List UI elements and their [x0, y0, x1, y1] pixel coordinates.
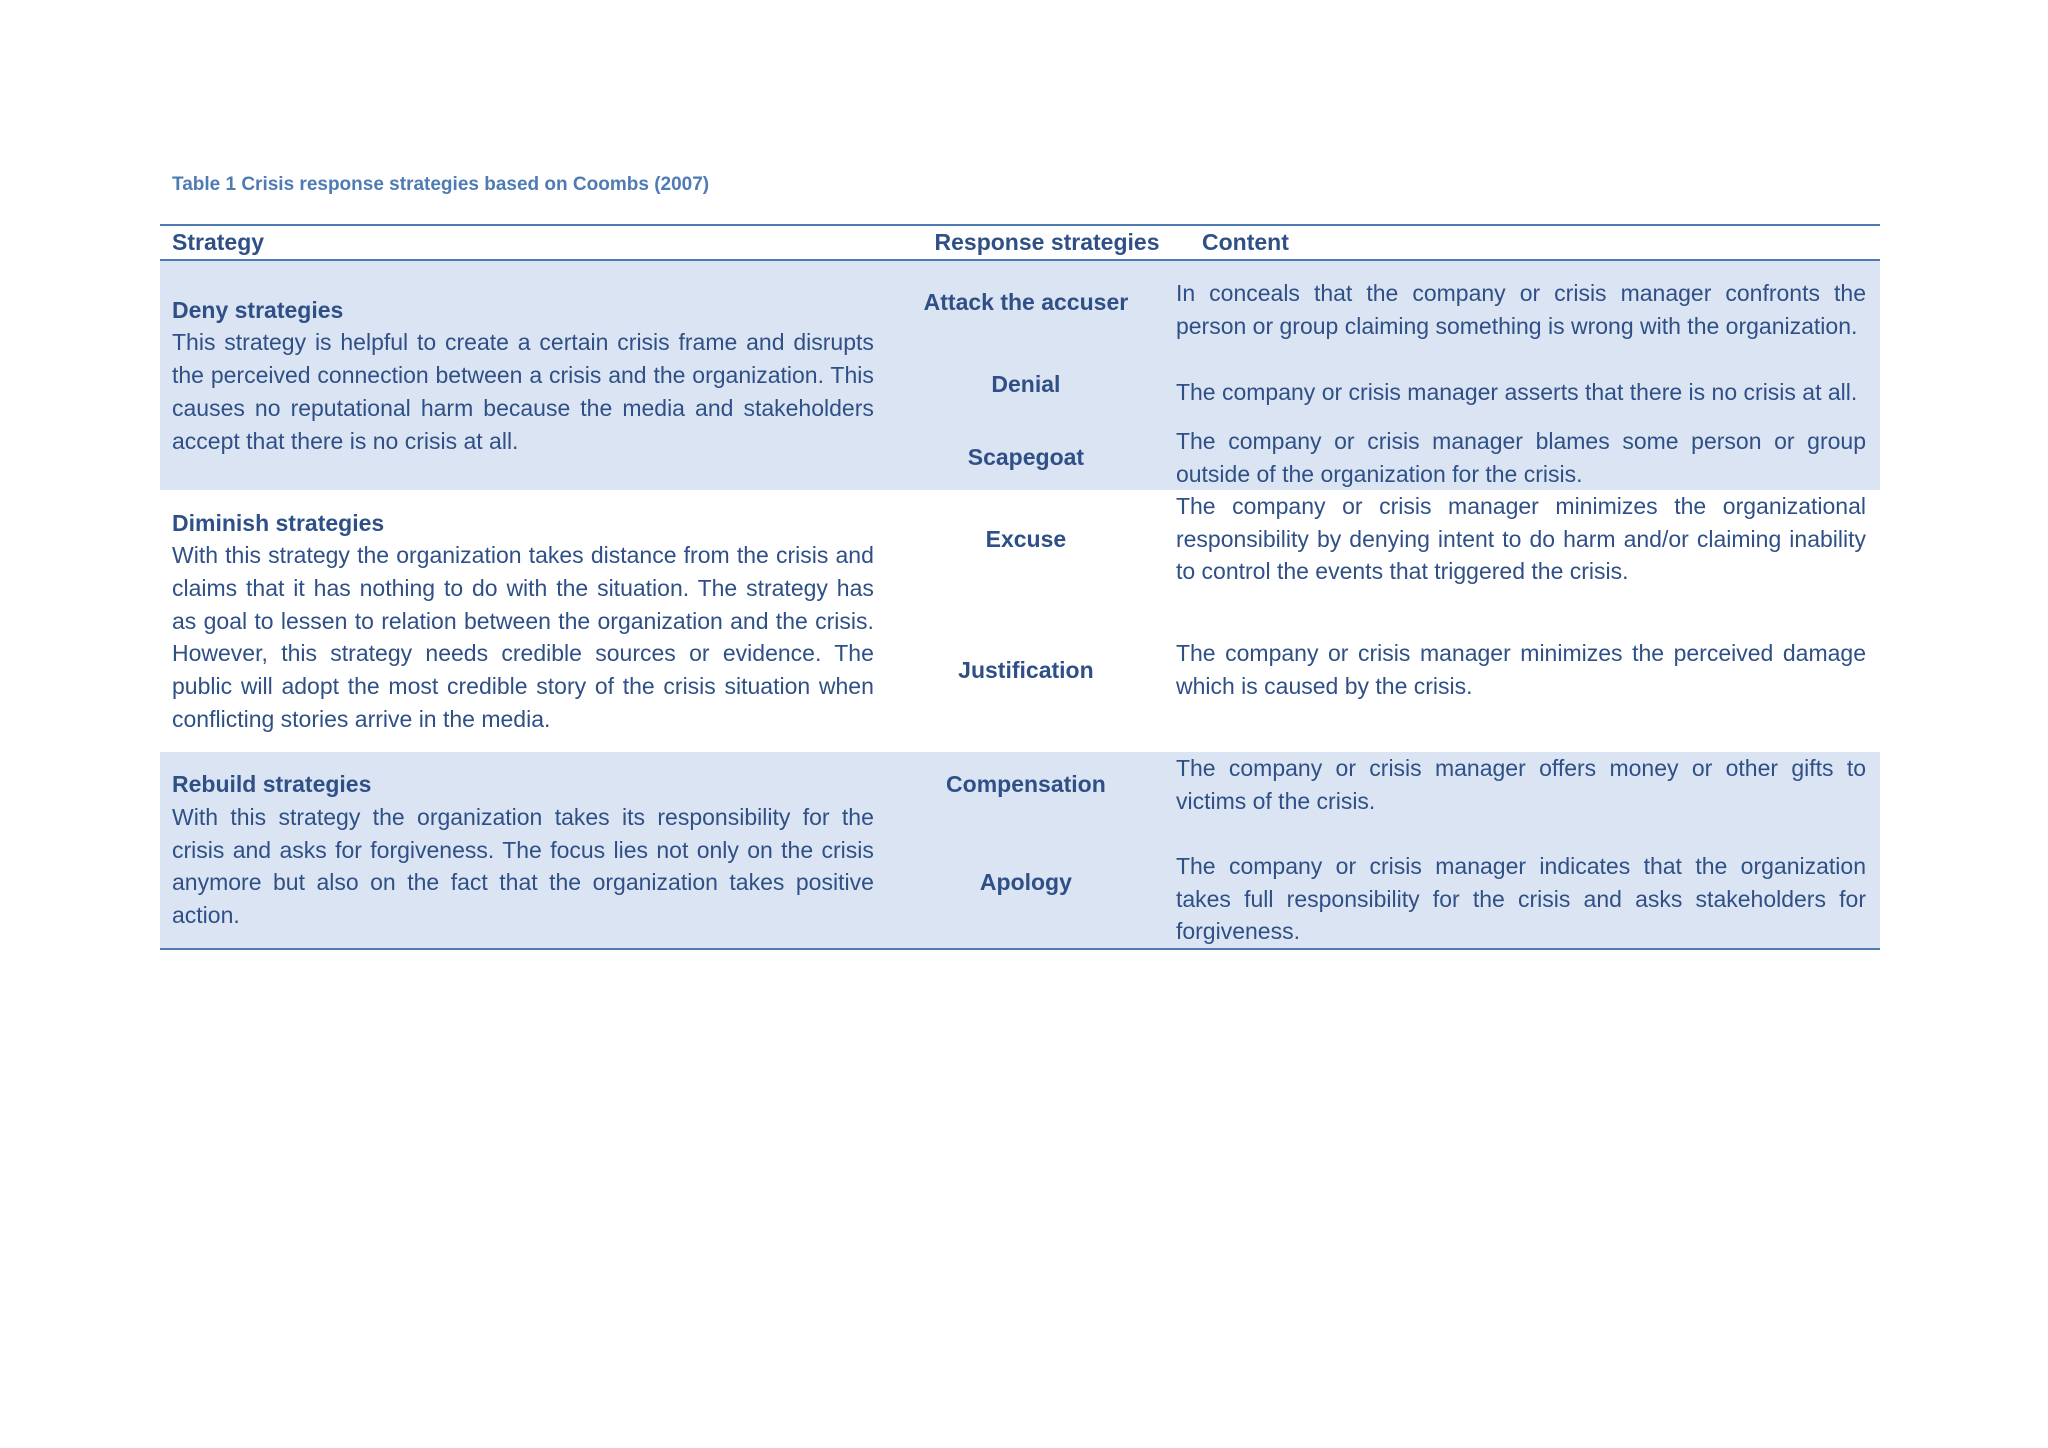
group-deny — [160, 261, 1880, 490]
response-cell: Denial — [991, 370, 1061, 397]
response-cell: Scapegoat — [967, 444, 1085, 470]
content-cell — [1176, 261, 1866, 359]
content-cell — [1176, 359, 1866, 425]
content-column — [1162, 261, 1880, 490]
table-caption: Table 1 Crisis response strategies based on Coombs (2007) — [172, 174, 710, 195]
strategy-title: Deny strategies — [172, 296, 344, 323]
response-column — [890, 261, 1162, 490]
content-cell — [1176, 490, 1866, 588]
content-text: In conceals that the company or crisis manager confronts the person or group claiming something is wrong with the organization. — [1175, 280, 1866, 339]
table-header-row — [160, 226, 1880, 261]
strategy-cell — [160, 752, 890, 948]
response-column — [890, 490, 1162, 752]
strategy-description: With this strategy the organization takes distance from the crisis and claims that it has nothing to do with the situation. The strategy has as goal to lessen to relation between the organization and the crisis. However, this strategy needs credible sources or evidence. The public will adopt the most credible story of the crisis situation when conflicting stories arrive in the media. — [172, 542, 874, 732]
response-cell: Justification — [958, 656, 1094, 683]
content-cell — [1176, 425, 1866, 490]
crisis-strategies-table — [160, 224, 1880, 950]
response-cell: Compensation — [946, 771, 1106, 797]
strategy-cell — [160, 490, 890, 752]
content-cell — [1176, 588, 1866, 752]
strategy-cell — [160, 261, 890, 490]
content-cell — [1176, 817, 1866, 948]
content-text: The company or crisis manager offers money or other gifts to victims of the crisis. — [1175, 754, 1866, 814]
response-cell: Excuse — [985, 525, 1067, 552]
group-diminish — [160, 490, 1880, 752]
strategy-title: Diminish strategies — [172, 509, 385, 536]
content-text: The company or crisis manager minimizes the organizational responsibility by denying intent to do harm and/or claiming inability to control the events that triggered the crisis. — [1175, 493, 1866, 585]
strategy-description: This strategy is helpful to create a certain crisis frame and disrupts the perceived connection between a crisis and the organization. This causes no reputational harm because the media and stakeholders accept that there is no crisis at all. — [172, 329, 874, 454]
header-strategy: Strategy — [172, 229, 265, 255]
header-content: Content — [1202, 229, 1289, 255]
strategy-description: With this strategy the organization takes its responsibility for the crisis and asks for forgiveness. The focus lies not only on the crisis anymore but also on the fact that the organization takes positive action. — [172, 803, 874, 929]
response-cell: Apology — [979, 869, 1072, 895]
content-column — [1162, 490, 1880, 752]
header-response-strategies: Response strategies — [934, 229, 1160, 255]
strategy-title: Rebuild strategies — [172, 771, 372, 798]
content-text: The company or crisis manager blames some person or group outside of the organization for the crisis. — [1175, 427, 1866, 487]
response-column — [890, 752, 1162, 948]
group-rebuild — [160, 752, 1880, 948]
content-text: The company or crisis manager indicates that the organization takes full responsibility for the crisis and asks stakeholders for forgiveness. — [1175, 852, 1866, 945]
content-text: The company or crisis manager minimizes the perceived damage which is caused by the crisis. — [1175, 640, 1866, 699]
content-text: The company or crisis manager asserts that there is no crisis at all. — [1175, 378, 1858, 405]
content-cell — [1176, 752, 1866, 817]
content-column — [1162, 752, 1880, 948]
response-cell: Attack the accuser — [923, 288, 1129, 315]
